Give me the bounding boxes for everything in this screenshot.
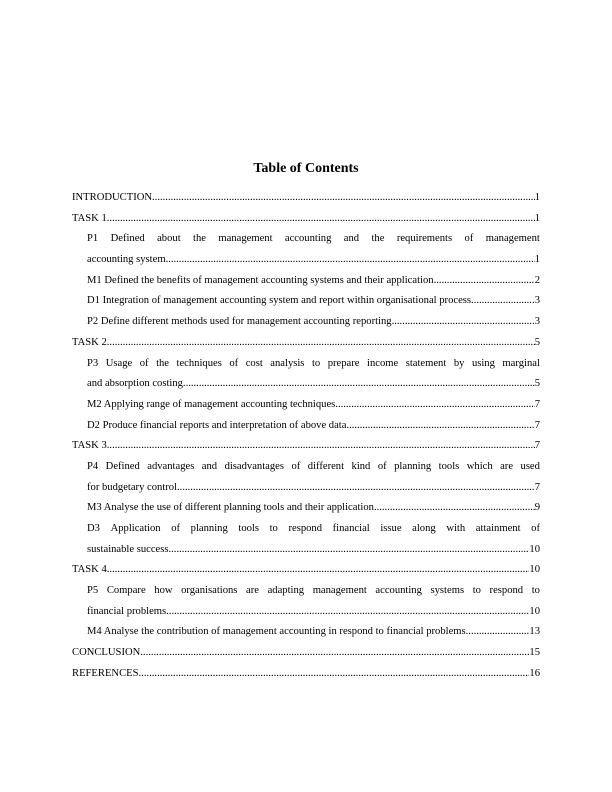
dot-leader <box>374 498 535 519</box>
toc-entry[interactable] <box>72 622 540 643</box>
toc-entry[interactable] <box>72 560 540 581</box>
toc-entry[interactable] <box>72 333 540 354</box>
toc-page-number: 7 <box>534 440 540 452</box>
toc-entry-word: planning <box>190 523 228 534</box>
toc-entry-word: adapting <box>267 585 305 597</box>
toc-entry[interactable] <box>72 312 540 333</box>
toc-entry-first-line <box>87 581 540 602</box>
toc-entry-text: INTRODUCTION <box>72 191 153 203</box>
toc-entry[interactable] <box>72 498 540 519</box>
dot-leader <box>177 478 535 499</box>
dot-leader <box>183 374 535 395</box>
toc-entry-text: M4 Analyse the contribution of management accounting in respond to financial problems <box>87 626 466 638</box>
dot-leader <box>166 602 529 623</box>
toc-entry-word: management <box>218 233 273 245</box>
toc-entry-word: are <box>500 460 514 472</box>
toc-page-number: 3 <box>534 295 540 307</box>
toc-entry-word: disadvantages <box>224 460 284 472</box>
dot-leader <box>392 312 535 333</box>
toc-entry-word: advantages <box>147 460 195 472</box>
toc-entry-word: the <box>193 233 206 245</box>
toc-page-number: 2 <box>534 274 540 286</box>
dot-leader <box>335 395 534 416</box>
toc-entry-word: by <box>453 357 465 369</box>
toc-entry[interactable] <box>72 271 540 292</box>
toc-page-number: 7 <box>534 481 540 493</box>
dot-leader <box>166 250 535 271</box>
toc-page-number: 13 <box>529 626 540 638</box>
toc-entry-word: along <box>412 523 436 534</box>
toc-entry-word: techniques <box>176 357 222 369</box>
toc-entry-text: TASK 1 <box>72 212 107 224</box>
dot-leader <box>140 643 529 664</box>
toc-entry-word: of <box>171 523 181 534</box>
toc-entry-word: P4 <box>87 460 99 472</box>
toc-entry-text: accounting system <box>87 254 166 266</box>
toc-entry-word: Compare <box>106 585 146 597</box>
toc-entry[interactable] <box>72 291 540 312</box>
toc-entry-line[interactable] <box>87 478 540 499</box>
toc-entry-line[interactable] <box>87 250 540 271</box>
toc-entry-word: cost <box>245 357 263 369</box>
toc-page-number: 15 <box>529 647 540 659</box>
toc-entry-first-line <box>87 229 540 250</box>
toc-entry-line[interactable] <box>87 540 540 561</box>
toc-entry-text: D1 Integration of management accounting system and report within organisational process <box>87 295 472 307</box>
toc-entry-word: the <box>156 357 170 369</box>
toc-entry-text: REFERENCES <box>72 667 139 679</box>
toc-entry-word: to <box>311 357 321 369</box>
toc-entry-word: planning <box>394 460 432 472</box>
toc-entry-word: marginal <box>502 357 540 369</box>
toc-entry-word: Defined <box>105 460 140 472</box>
toc-entry-word: organisations <box>181 585 238 597</box>
toc-page-number: 7 <box>534 398 540 410</box>
dot-leader <box>471 291 535 312</box>
toc-entry[interactable] <box>72 664 540 685</box>
toc-entry-word: to <box>269 523 278 534</box>
toc-entry[interactable] <box>72 457 540 498</box>
toc-entry[interactable] <box>72 209 540 230</box>
toc-entry-line[interactable] <box>87 374 540 395</box>
toc-page-number: 1 <box>534 254 540 266</box>
toc-entry-word: accounting <box>284 233 332 245</box>
toc-page-number: 1 <box>534 191 540 203</box>
toc-entry-text: and absorption costing <box>87 378 183 390</box>
toc-entry-word: systems <box>430 585 465 597</box>
toc-entry-word: P3 <box>87 357 99 369</box>
toc-entry[interactable] <box>72 519 540 560</box>
toc-entry-word: how <box>154 585 173 597</box>
toc-entry-text: M2 Applying range of management accounting techniques <box>87 398 336 410</box>
toc-entry[interactable] <box>72 229 540 270</box>
dot-leader <box>107 436 535 457</box>
toc-page-number: 3 <box>534 316 540 328</box>
toc-page-number: 10 <box>529 605 540 617</box>
dot-leader <box>152 188 535 209</box>
toc-entry-word: which <box>466 460 493 472</box>
toc-entry-word: are <box>246 585 259 597</box>
toc-entry-word: to <box>531 585 540 597</box>
toc-entry-text: CONCLUSION <box>72 647 141 659</box>
toc-entry[interactable] <box>72 354 540 395</box>
toc-entry-word: using <box>471 357 495 369</box>
toc-page-number: 10 <box>529 543 540 555</box>
toc-entry-word: income <box>367 357 399 369</box>
toc-entry-word: tools <box>438 460 460 472</box>
toc-title: Table of Contents <box>253 161 359 176</box>
toc-entry-word: prepare <box>327 357 360 369</box>
toc-entry-first-line <box>87 519 540 540</box>
toc-entry-word: different <box>307 460 345 472</box>
toc-entry-text: D2 Produce financial reports and interpretation of above data <box>87 419 347 431</box>
toc-entry-first-line <box>87 457 540 478</box>
toc-entry[interactable] <box>72 416 540 437</box>
toc-entry-word: management <box>312 585 367 597</box>
toc-entry-word: of <box>229 357 239 369</box>
toc-entry-word: accounting <box>375 585 422 597</box>
toc-entry-word: P5 <box>87 585 99 597</box>
toc-page-number: 7 <box>534 419 540 431</box>
dot-leader <box>169 540 530 561</box>
toc-entry-word: with <box>446 523 466 534</box>
toc-entry-word: Usage <box>105 357 133 369</box>
toc-entry-word: attainment <box>475 523 521 534</box>
toc-entry-word: respond <box>288 523 323 534</box>
toc-page-number: 5 <box>534 336 540 348</box>
dot-leader <box>466 622 530 643</box>
dot-leader <box>107 333 535 354</box>
toc-entry-word: and <box>201 460 218 472</box>
toc-entry-text: for budgetary control <box>87 481 178 493</box>
toc-entry-text: TASK 3 <box>72 440 107 452</box>
toc-entry-word: analysis <box>270 357 305 369</box>
toc-entry-word: to <box>472 585 481 597</box>
toc-entry-word: used <box>520 460 540 472</box>
toc-entry-word: requirements <box>396 233 453 245</box>
toc-entry-word: of <box>464 233 474 245</box>
toc-page-number: 9 <box>534 502 540 514</box>
toc-entry-word: P1 <box>87 233 99 245</box>
toc-entry-word: of <box>291 460 301 472</box>
toc-list <box>72 188 540 685</box>
toc-entry-text: M3 Analyse the use of different planning tools and their application <box>87 502 374 514</box>
dot-leader <box>434 271 535 292</box>
toc-entry-word: statement <box>405 357 447 369</box>
toc-entry-text: M1 Defined the benefits of management accounting systems and their application <box>87 274 434 286</box>
dot-leader <box>346 416 534 437</box>
toc-entry-word: Application <box>110 523 161 534</box>
toc-entry-word: about <box>157 233 181 245</box>
toc-entry-text: P2 Define different methods used for management accounting reporting <box>87 316 392 328</box>
toc-entry-first-line <box>87 354 540 375</box>
toc-page-number: 10 <box>529 564 540 576</box>
toc-entry-text: sustainable success <box>87 543 169 555</box>
toc-entry-word: financial <box>332 523 370 534</box>
toc-entry-word: and <box>343 233 360 245</box>
toc-entry-word: respond <box>489 585 524 597</box>
toc-entry-word: the <box>371 233 385 245</box>
toc-page-number: 5 <box>534 378 540 390</box>
toc-entry[interactable] <box>72 581 540 622</box>
toc-entry-word: kind <box>351 460 371 472</box>
toc-entry-word: issue <box>380 523 402 534</box>
toc-entry-text: TASK 4 <box>72 564 107 576</box>
toc-entry-line[interactable] <box>87 602 540 623</box>
toc-entry-text: TASK 2 <box>72 336 107 348</box>
toc-entry-text: financial problems <box>87 605 167 617</box>
toc-entry-word: D3 <box>87 523 100 534</box>
toc-entry-word: management <box>485 233 540 245</box>
toc-entry[interactable] <box>72 436 540 457</box>
toc-entry[interactable] <box>72 395 540 416</box>
dot-leader <box>107 209 535 230</box>
toc-entry[interactable] <box>72 643 540 664</box>
toc-entry-word: of <box>531 523 540 534</box>
toc-page-number: 16 <box>529 667 540 679</box>
toc-entry-word: Defined <box>110 233 145 245</box>
dot-leader <box>107 560 530 581</box>
toc-entry-word: tools <box>238 523 259 534</box>
toc-entry-word: of <box>377 460 387 472</box>
toc-entry-word: of <box>139 357 149 369</box>
toc-entry[interactable] <box>72 188 540 209</box>
dot-leader <box>139 664 530 685</box>
toc-page-number: 1 <box>534 212 540 224</box>
